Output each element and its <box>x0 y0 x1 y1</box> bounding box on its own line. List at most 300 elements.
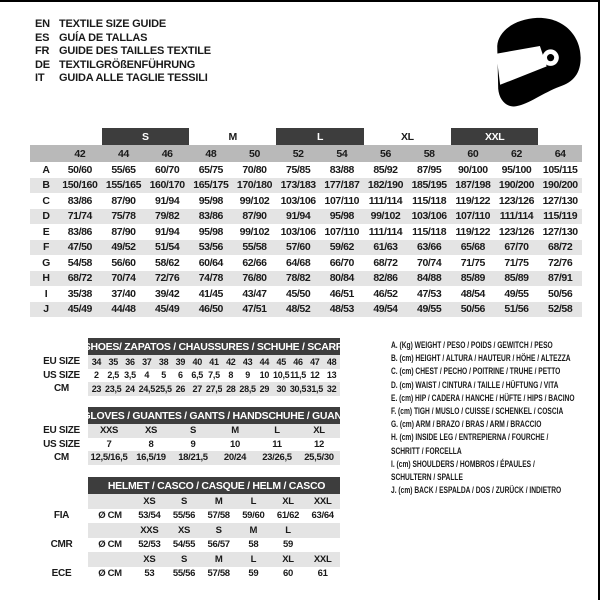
size-value: 50/56 <box>548 287 573 300</box>
column-header: 52 <box>276 145 320 162</box>
language-title: GUIDE DES TAILLES TEXTILE <box>59 45 211 57</box>
gloves-size-table <box>30 407 351 465</box>
column-header-spacer <box>30 145 58 162</box>
helmet-size-value: 59 <box>248 568 259 580</box>
value-cell: 16,5/19 <box>130 451 172 465</box>
helmet-size-value: 55/56 <box>172 510 196 522</box>
size-value: 99/102 <box>239 194 270 207</box>
helmet-size-header: XL <box>271 552 306 567</box>
size-value: 80/84 <box>320 271 364 287</box>
value-cell: 24 <box>122 382 139 396</box>
value-cell: 5 <box>161 370 166 381</box>
legend-line: B. (cm) HEIGHT / ALTURA / HAUTEUR / HÖHE / ALTEZZA <box>391 353 571 364</box>
size-value: 123/126 <box>498 225 535 238</box>
value-cell: 47 <box>306 355 323 369</box>
standard-label-fia: FIA <box>53 510 70 522</box>
size-group-l: L <box>276 128 363 145</box>
size-value: 85/89 <box>495 271 539 287</box>
helmet-size-value: 52/53 <box>138 539 161 551</box>
column-header: 58 <box>407 145 451 162</box>
size-value: 48/53 <box>320 302 364 318</box>
value-cell: 6 <box>178 370 183 381</box>
size-value: 185/195 <box>407 178 451 194</box>
size-value: 60/64 <box>198 256 223 269</box>
value-cell: 39 <box>172 355 189 369</box>
size-group-xl: XL <box>401 130 414 143</box>
size-value: 45/50 <box>286 287 311 300</box>
helmet-size-table <box>30 477 340 581</box>
size-value: 45/49 <box>58 302 102 318</box>
column-header: 56 <box>364 145 408 162</box>
size-value: 45/49 <box>145 302 189 318</box>
language-code: DE <box>35 58 50 71</box>
size-value: 49/52 <box>102 240 146 256</box>
value-cell: 9 <box>245 370 250 381</box>
legend-line: J. (cm) BACK / ESPALDA / DOS / ZURÜCK / INDIETRO <box>391 485 562 496</box>
size-value: 46/52 <box>373 287 398 300</box>
value-cell: 45 <box>273 355 290 369</box>
gutter-spacer <box>30 477 88 494</box>
size-value: 49/55 <box>504 287 529 300</box>
legend-line: E. (cm) HIP / CADERA / HANCHE / HÜFTE / HIPS / BACINO <box>391 392 575 403</box>
size-value: 46/50 <box>189 302 233 318</box>
size-value: 111/114 <box>368 225 403 238</box>
value-cell: 7 <box>106 438 112 450</box>
gutter-spacer <box>30 523 88 538</box>
table-title: GLOVES / GUANTES / GANTS / HANDSCHUHE / GUANTI <box>88 407 340 424</box>
helmet-logo-icon <box>487 14 587 111</box>
legend-line: C. (cm) CHEST / PECHO / POITRINE / TRUHE / PETTO <box>391 366 561 377</box>
value-cell: 43 <box>239 355 256 369</box>
value-cell: 42 <box>222 355 239 369</box>
helmet-size-header: XS <box>132 494 167 509</box>
size-value: 44/48 <box>102 302 146 318</box>
row-label-us-size: US SIZE <box>43 438 80 450</box>
size-value: 79/82 <box>145 209 189 225</box>
size-value: 71/75 <box>504 256 529 269</box>
size-value: 47/53 <box>417 287 442 300</box>
size-value: 75/85 <box>286 163 311 176</box>
column-header: 62 <box>495 145 539 162</box>
value-cell: 9 <box>190 438 196 450</box>
size-value: 55/65 <box>111 163 136 176</box>
size-value: 115/118 <box>412 225 447 238</box>
value-cell: 12 <box>314 438 324 450</box>
column-header: 48 <box>189 145 233 162</box>
size-value: 127/130 <box>542 225 578 238</box>
size-value: 68/72 <box>538 240 582 256</box>
row-label-cm: CM <box>54 383 69 395</box>
size-value: 48/54 <box>460 287 485 300</box>
value-cell: 36 <box>122 355 139 369</box>
language-row <box>35 32 211 46</box>
column-header: 54 <box>320 145 364 162</box>
size-value: 59/62 <box>320 240 364 256</box>
helmet-size-header: S <box>201 523 236 538</box>
size-value: 123/126 <box>498 194 535 207</box>
size-value: 47/51 <box>233 302 277 318</box>
size-value: 115/119 <box>538 209 582 225</box>
value-cell: 35 <box>105 355 122 369</box>
size-value: 160/170 <box>145 178 189 194</box>
size-value: 150/160 <box>58 178 102 194</box>
helmet-size-value: 59/60 <box>242 510 265 522</box>
size-value: 95/98 <box>198 225 223 238</box>
size-value: 87/90 <box>111 194 136 207</box>
helmet-size-value: 57/58 <box>207 510 230 522</box>
value-cell: 48 <box>323 355 340 369</box>
language-title-list <box>35 18 211 86</box>
size-value: 65/68 <box>451 240 495 256</box>
size-value: 64/68 <box>286 256 311 269</box>
helmet-size-value: 61 <box>317 568 328 580</box>
value-cell: L <box>256 424 298 438</box>
helmet-size-value: 53/54 <box>138 510 161 522</box>
size-value: 53/56 <box>189 240 233 256</box>
helmet-size-header: L <box>236 552 271 567</box>
size-value: 65/75 <box>198 163 223 176</box>
size-value: 95/98 <box>320 209 364 225</box>
size-value: 41/45 <box>198 287 223 300</box>
helmet-size-value: 54/55 <box>172 539 196 551</box>
size-value: 95/100 <box>501 163 532 176</box>
column-header: 64 <box>538 145 582 162</box>
row-letter: E <box>42 225 50 238</box>
size-value: 63/66 <box>407 240 451 256</box>
value-cell: 11,5 <box>290 370 306 381</box>
helmet-size-header <box>305 523 340 538</box>
value-cell: 44 <box>256 355 273 369</box>
row-letter: I <box>44 287 48 300</box>
language-row <box>35 59 211 73</box>
size-value: 165/175 <box>189 178 233 194</box>
size-value: 70/80 <box>242 163 267 176</box>
size-value: 87/91 <box>538 271 582 287</box>
size-value: 155/165 <box>102 178 146 194</box>
column-header: 60 <box>451 145 495 162</box>
value-cell: 10 <box>259 370 270 381</box>
size-value: 83/86 <box>67 194 92 207</box>
language-row <box>35 72 211 86</box>
value-cell: 28 <box>222 382 239 396</box>
helmet-size-header: M <box>236 523 271 538</box>
legend-line: H. (cm) INSIDE LEG / ENTREPIERNA / FOURCHE / <box>391 432 549 443</box>
column-header: 46 <box>145 145 189 162</box>
helmet-size-value <box>305 538 340 553</box>
table-title: SHOES/ ZAPATOS / CHAUSSURES / SCHUHE / SCARPE <box>88 338 340 355</box>
size-value: 46/51 <box>329 287 354 300</box>
value-cell: 23,5 <box>105 383 122 394</box>
size-value: 105/115 <box>542 163 578 176</box>
unit-spacer <box>88 494 132 509</box>
value-cell: 31,5 <box>306 383 323 394</box>
row-label-us-size: US SIZE <box>43 369 80 381</box>
value-cell: 12 <box>310 370 320 381</box>
unit-spacer <box>88 552 132 567</box>
value-cell: 30 <box>273 382 290 396</box>
size-group-xxl: XXL <box>451 128 538 145</box>
size-value: 87/95 <box>417 163 442 176</box>
standard-label-cmr: CMR <box>50 539 73 551</box>
size-value: 48/52 <box>276 302 320 318</box>
size-value: 62/66 <box>242 256 267 269</box>
value-cell: M <box>214 424 256 438</box>
size-value: 56/60 <box>111 256 136 269</box>
language-code: IT <box>35 72 45 84</box>
helmet-size-header: L <box>271 523 306 538</box>
value-cell: 46 <box>290 355 307 369</box>
diameter-unit: Ø CM <box>98 510 122 522</box>
size-value: 83/88 <box>329 163 354 176</box>
size-value: 74/78 <box>189 271 233 287</box>
value-cell: 13 <box>326 370 337 381</box>
helmet-size-value: 56/57 <box>207 539 230 551</box>
gutter-spacer <box>30 552 88 567</box>
size-value: 91/94 <box>155 225 180 238</box>
size-value: 85/89 <box>451 271 495 287</box>
helmet-size-header: XXL <box>305 552 340 567</box>
group-spacer-end <box>538 128 582 145</box>
helmet-size-value: 55/56 <box>172 568 196 580</box>
size-value: 78/82 <box>276 271 320 287</box>
value-cell: 32 <box>323 382 340 396</box>
value-cell: 37 <box>138 355 155 369</box>
size-value: 85/92 <box>373 163 398 176</box>
value-cell: 40 <box>189 355 206 369</box>
size-value: 103/106 <box>280 194 316 207</box>
size-value: 49/55 <box>407 302 451 318</box>
value-cell: 23 <box>88 382 105 396</box>
value-cell: 34 <box>88 355 105 369</box>
size-value: 76/80 <box>233 271 277 287</box>
size-value: 115/118 <box>412 194 447 207</box>
size-value: 55/58 <box>233 240 277 256</box>
language-title: GUIDA ALLE TAGLIE TESSILI <box>59 72 208 84</box>
size-value: 75/78 <box>102 209 146 225</box>
row-letter: D <box>30 209 58 225</box>
row-letter: J <box>30 302 58 318</box>
size-value: 83/86 <box>67 225 92 238</box>
size-value: 84/88 <box>407 271 451 287</box>
size-value: 99/102 <box>239 225 270 238</box>
value-cell: 26 <box>172 382 189 396</box>
size-value: 61/63 <box>364 240 408 256</box>
size-value: 119/122 <box>455 194 491 207</box>
size-value: 111/114 <box>368 194 403 207</box>
size-value: 47/50 <box>58 240 102 256</box>
size-value: 57/60 <box>276 240 320 256</box>
size-value: 170/180 <box>233 178 277 194</box>
column-header: 50 <box>233 145 277 162</box>
size-value: 103/106 <box>407 209 451 225</box>
size-value: 51/56 <box>495 302 539 318</box>
gutter-spacer <box>30 494 88 509</box>
helmet-size-value: 63/64 <box>311 510 334 522</box>
helmet-size-header: M <box>201 552 236 567</box>
value-cell: 10,5 <box>273 370 290 381</box>
row-letter: C <box>42 194 50 207</box>
size-value: 190/200 <box>538 178 582 194</box>
value-cell: 20/24 <box>214 451 256 465</box>
size-value: 67/70 <box>495 240 539 256</box>
measurement-legend <box>391 339 575 497</box>
size-value: 43/47 <box>242 287 267 300</box>
size-value: 54/58 <box>67 256 92 269</box>
gutter-spacer <box>30 407 88 424</box>
helmet-size-header: XXL <box>305 494 340 509</box>
size-value: 70/74 <box>417 256 442 269</box>
value-cell: 28,5 <box>239 383 256 394</box>
helmet-size-value: 58 <box>248 539 259 551</box>
size-value: 51/54 <box>145 240 189 256</box>
value-cell: 12,5/16,5 <box>88 451 130 465</box>
value-cell: 8 <box>228 370 234 381</box>
size-value: 58/62 <box>155 256 180 269</box>
legend-line: A. (Kg) WEIGHT / PESO / POIDS / GEWITCH / PESO <box>391 340 553 350</box>
language-title: TEXTILGRÖßENFÜHRUNG <box>59 58 196 71</box>
language-code: EN <box>35 18 50 30</box>
size-group-s: S <box>102 128 189 145</box>
size-value: 87/90 <box>233 209 277 225</box>
size-value: 107/110 <box>324 225 360 238</box>
helmet-icon <box>487 14 587 111</box>
size-value: 173/183 <box>276 178 320 194</box>
size-value: 95/98 <box>198 194 223 207</box>
size-value: 72/76 <box>548 256 573 269</box>
language-row <box>35 45 211 59</box>
group-spacer <box>30 128 102 145</box>
row-label-cm: CM <box>54 452 69 464</box>
size-value: 82/86 <box>364 271 408 287</box>
size-value: 177/187 <box>320 178 364 194</box>
helmet-size-header: XS <box>167 523 202 538</box>
value-cell: 25,5 <box>155 383 172 394</box>
column-header: 44 <box>102 145 146 162</box>
column-header: 42 <box>58 145 102 162</box>
size-value: 66/70 <box>329 256 354 269</box>
diameter-unit: Ø CM <box>98 539 122 551</box>
language-title: GUÍA DE TALLAS <box>59 31 148 44</box>
value-cell: 38 <box>155 355 172 369</box>
size-value: 187/198 <box>451 178 495 194</box>
size-value: 60/70 <box>155 163 180 176</box>
value-cell: XL <box>298 424 340 438</box>
language-code: FR <box>35 45 50 57</box>
legend-line: F. (cm) TIGH / MUSLO / CUISSE / SCHENKEL / COSCIA <box>391 406 564 417</box>
legend-line: SCHRITT / FORCELLA <box>391 445 462 456</box>
value-cell: S <box>172 424 214 438</box>
size-group-m: M <box>228 130 237 143</box>
legend-line: SCHULTERN / SPALLE <box>391 472 463 483</box>
row-label-eu-size: EU SIZE <box>43 425 80 437</box>
size-value: 83/86 <box>189 209 233 225</box>
size-value: 103/106 <box>280 225 316 238</box>
size-value: 37/40 <box>111 287 136 300</box>
size-value: 119/122 <box>455 225 491 238</box>
helmet-size-header: XS <box>132 552 167 567</box>
gutter-spacer <box>30 338 88 355</box>
size-value: 91/94 <box>155 194 180 207</box>
row-label-eu-size: EU SIZE <box>43 356 80 368</box>
helmet-size-header: M <box>201 494 236 509</box>
helmet-size-value: 53 <box>144 568 155 580</box>
helmet-size-header: L <box>236 494 271 509</box>
helmet-size-value: 60 <box>283 568 293 580</box>
value-cell: XXS <box>88 424 130 438</box>
value-cell: 23/26,5 <box>256 451 298 465</box>
value-cell: 2,5 <box>107 370 119 381</box>
size-value: 99/102 <box>364 209 408 225</box>
size-value: 71/75 <box>460 256 485 269</box>
size-value: 190/200 <box>495 178 539 194</box>
helmet-size-value: 61/62 <box>276 510 300 522</box>
size-value: 50/56 <box>451 302 495 318</box>
size-value: 91/94 <box>276 209 320 225</box>
helmet-size-header: S <box>167 494 202 509</box>
helmet-size-value: 57/58 <box>207 568 230 580</box>
row-letter: F <box>30 240 58 256</box>
language-title: TEXTILE SIZE GUIDE <box>59 18 167 30</box>
value-cell: 7,5 <box>208 370 220 381</box>
row-letter: H <box>30 271 58 287</box>
language-row <box>35 18 211 32</box>
standard-label-ece: ECE <box>51 568 72 580</box>
value-cell: 4 <box>144 370 150 381</box>
unit-spacer <box>88 523 132 538</box>
size-value: 68/72 <box>373 256 398 269</box>
value-cell: 29 <box>256 382 273 396</box>
value-cell: 30,5 <box>289 383 307 394</box>
size-value: 87/90 <box>111 225 136 238</box>
language-code: ES <box>35 31 50 44</box>
size-value: 111/114 <box>495 209 539 225</box>
diameter-unit: Ø CM <box>98 568 122 580</box>
value-cell: 18/21,5 <box>172 451 214 465</box>
row-letter: G <box>42 256 50 269</box>
size-value: 127/130 <box>542 194 578 207</box>
size-value: 49/54 <box>364 302 408 318</box>
value-cell: 25,5/30 <box>298 451 340 465</box>
legend-line: G. (cm) ARM / BRAZO / BRAS / ARM / BRACCIO <box>391 419 542 430</box>
size-value: 72/76 <box>145 271 189 287</box>
legend-line: I. (cm) SHOULDERS / HOMBROS / ÉPAULES / <box>391 458 535 469</box>
legend-line: D. (cm) WAIST / CINTURA / TAILLE / HÜFTUNG / VITA <box>391 379 559 390</box>
row-letter: A <box>42 163 50 176</box>
size-value: 71/74 <box>58 209 102 225</box>
size-value: 35/38 <box>67 287 92 300</box>
textile-size-table <box>30 128 582 317</box>
size-value: 39/42 <box>155 287 180 300</box>
size-value: 50/60 <box>67 163 92 176</box>
size-value: 70/74 <box>102 271 146 287</box>
value-cell: 2 <box>94 370 99 381</box>
helmet-size-value: 59 <box>283 539 293 551</box>
helmet-size-header: XL <box>271 494 306 509</box>
size-value: 68/72 <box>58 271 102 287</box>
helmet-size-header: XXS <box>132 523 167 538</box>
value-cell: 6,5 <box>191 370 203 381</box>
value-cell: XS <box>130 424 172 438</box>
size-value: 182/190 <box>364 178 408 194</box>
shoes-size-table <box>30 338 350 396</box>
value-cell: 10 <box>230 438 240 450</box>
value-cell: 8 <box>148 438 154 450</box>
table-title: HELMET / CASCO / CASQUE / HELM / CASCO <box>88 477 340 494</box>
size-value: 90/100 <box>457 163 488 176</box>
value-cell: 24,5 <box>138 383 155 394</box>
row-letter: B <box>30 178 58 194</box>
size-value: 52/58 <box>538 302 582 318</box>
